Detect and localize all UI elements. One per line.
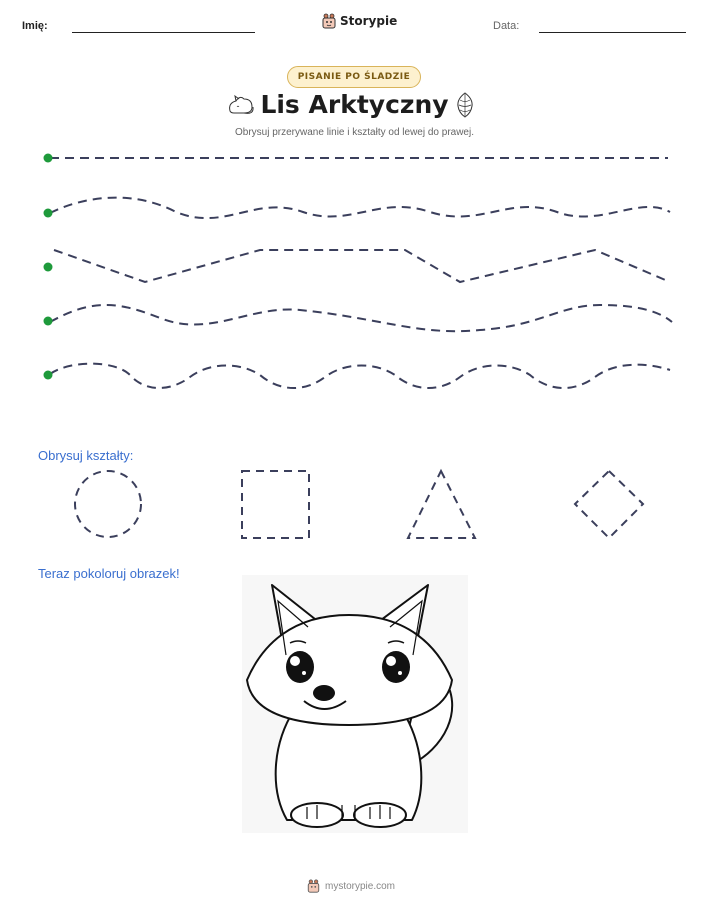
start-dot-4 — [44, 317, 53, 326]
pinecone-icon — [455, 91, 475, 119]
dashed-diamond-shape — [575, 471, 643, 538]
name-label: Imię: — [22, 20, 48, 32]
activity-badge: PISANIE PO ŚLADZIE — [287, 66, 421, 88]
page-title: Lis Arktyczny — [260, 90, 449, 119]
tracing-shapes — [0, 462, 709, 552]
tracing-lines — [0, 140, 709, 410]
name-field[interactable] — [72, 32, 255, 33]
dashed-square-shape — [242, 471, 309, 538]
storypie-mascot-icon — [322, 13, 336, 29]
shapes-section-label: Obrysuj kształty: — [38, 448, 134, 463]
footer — [307, 879, 395, 893]
brand-logo — [322, 13, 397, 29]
footer-site-link[interactable]: mystorypie.com — [325, 880, 396, 892]
arctic-fox-coloring-image — [242, 575, 468, 833]
tracing-line-wave-1 — [50, 198, 670, 219]
start-dot-3 — [44, 263, 53, 272]
date-label: Data: — [493, 20, 520, 32]
date-field[interactable] — [539, 32, 686, 33]
tracing-line-wave-2 — [50, 305, 672, 331]
tracing-line-zigzag — [54, 250, 670, 282]
dashed-circle-shape — [75, 471, 141, 537]
start-dot-5 — [44, 371, 53, 380]
tracing-line-wave-3 — [50, 364, 670, 388]
start-dot-2 — [44, 209, 53, 218]
instructions-text: Obrysuj przerywane linie i kształty od lewej do prawej. — [235, 127, 474, 138]
brand-name: Storypie — [340, 14, 398, 28]
start-dot-1 — [44, 154, 53, 163]
storypie-mascot-icon — [307, 879, 320, 893]
dashed-triangle-shape — [408, 471, 475, 538]
coloring-section-label: Teraz pokoloruj obrazek! — [38, 566, 180, 581]
